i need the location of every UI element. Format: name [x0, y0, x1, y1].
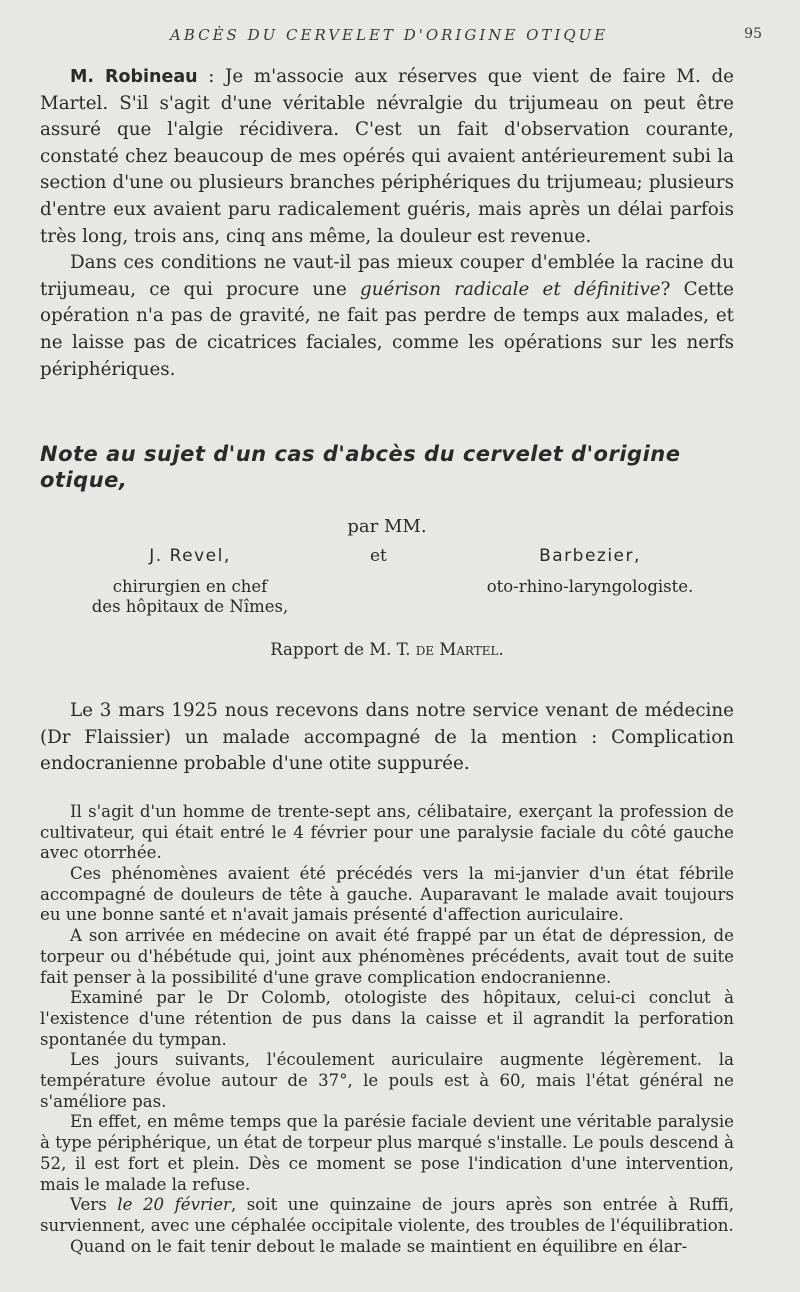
rapport-name: de Martel.	[415, 640, 504, 660]
observation-text: Vers	[70, 1195, 118, 1215]
observation-paragraph: Les jours suivants, l'écoulement auriculaire augmente légèrement. la température évolue autour de 37°, le pouls est à 60, mais l'état général ne s'améliore pas.	[40, 1050, 734, 1111]
discussion-text-2a: Dans ces conditions ne vaut-il pas mieux couper d'emblée la racine du trijumeau, ce qui procure une	[40, 252, 734, 300]
running-title: ABCÈS DU CERVELET D'ORIGINE OTIQUE	[170, 26, 609, 44]
observation-paragraph	[40, 1195, 734, 1236]
author-affiliation: des hôpitaux de Nîmes,	[91, 597, 289, 617]
emphasized-phrase: guérison radicale et définitive	[360, 278, 661, 300]
author-revel	[60, 545, 320, 617]
speaker-name: M. Robineau	[70, 67, 198, 87]
authors-block	[40, 545, 734, 617]
discussion-paragraph-2	[40, 250, 734, 383]
observation-section	[40, 802, 734, 1257]
author-name: J. Revel,	[149, 546, 231, 567]
observation-paragraph: En effet, en même temps que la parésie faciale devient une véritable paralysie à type périphérique, un état de torpeur plus marqué s'installe. Le pouls descend à 52, il est fort et plein. Dès ce moment se pose l'indication d'une intervention, mais le malade la refuse.	[40, 1112, 734, 1194]
author-name: Barbezier,	[539, 546, 641, 567]
page-body	[40, 64, 734, 1257]
page-number: 95	[744, 26, 762, 42]
rapport-line	[40, 640, 734, 659]
page-header	[0, 26, 800, 56]
observation-paragraph: Ces phénomènes avaient été précédés vers la mi-janvier d'un état fébrile accompagné de douleurs de tête à gauche. Auparavant le malade avait toujours eu une bonne santé et n'avait jamais présenté d'affection auriculaire.	[40, 864, 734, 925]
author-title: chirurgien en chef	[112, 577, 268, 597]
note-title: Note au sujet d'un cas d'abcès du cervelet d'origine otique,	[40, 442, 681, 493]
author-barbezier	[450, 545, 730, 597]
discussion-paragraph-1	[40, 64, 734, 250]
observation-paragraph: Il s'agit d'un homme de trente-sept ans, célibataire, exerçant la profession de cultivateur, qui était entré le 4 février pour une paralysie faciale du côté gauche avec otorrhée.	[40, 801, 734, 863]
observation-paragraph: A son arrivée en médecine on avait été frappé par un état de dépression, de torpeur ou d'hébétude qui, joint aux phénomènes précédents, avait tout de suite fait penser à la possibilité d'une grave complication endocranienne.	[40, 926, 734, 987]
author-title: oto-rhino-laryngologiste.	[486, 577, 694, 597]
observation-paragraph: Examiné par le Dr Colomb, otologiste des hôpitaux, celui-ci conclut à l'existence d'une rétention de pus dans la caisse et il agrandit la perforation spontanée du tympan.	[40, 988, 734, 1049]
observation-text: , soit une quinzaine de jours après son entrée à Ruffi, surviennent, avec une céphalée occipitale violente, des troubles de l'équilibration.	[40, 1195, 734, 1235]
intro-paragraph: Le 3 mars 1925 nous recevons dans notre service venant de médecine (Dr Flaissier) un malade accompagné de la mention : Complication endocranienne probable d'une otite suppurée.	[40, 700, 734, 775]
discussion-text-1: : Je m'associe aux réserves que vient de faire M. de Martel. S'il s'agit d'une véritable névralgie du trijumeau on peut être assuré que l'algie récidivera. C'est un fait d'observation courante, constaté chez beaucoup de mes opérés qui avaient antérieurement subi la section d'une ou plusieurs branches périphériques du trijumeau; plusieurs d'entre eux avaient paru radicalement guéris, mais après un délai parfois très long, trois ans, cinq ans même, la douleur est revenue.	[40, 66, 734, 247]
observation-paragraph: Quand on le fait tenir debout le malade se maintient en équilibre en élar-	[70, 1236, 688, 1256]
emphasized-date: le 20 février	[117, 1195, 231, 1215]
rapport-prefix: Rapport de M. T.	[270, 640, 416, 660]
discussion-text-2b: ? Cette opération n'a pas de gravité, ne fait pas perdre de temps aux malades, et ne laisse pas de cicatrices faciales, comme les opérations sur les nerfs périphériques.	[40, 278, 734, 380]
conjunction-et: et	[370, 546, 387, 567]
byline-par: par MM.	[347, 516, 427, 538]
